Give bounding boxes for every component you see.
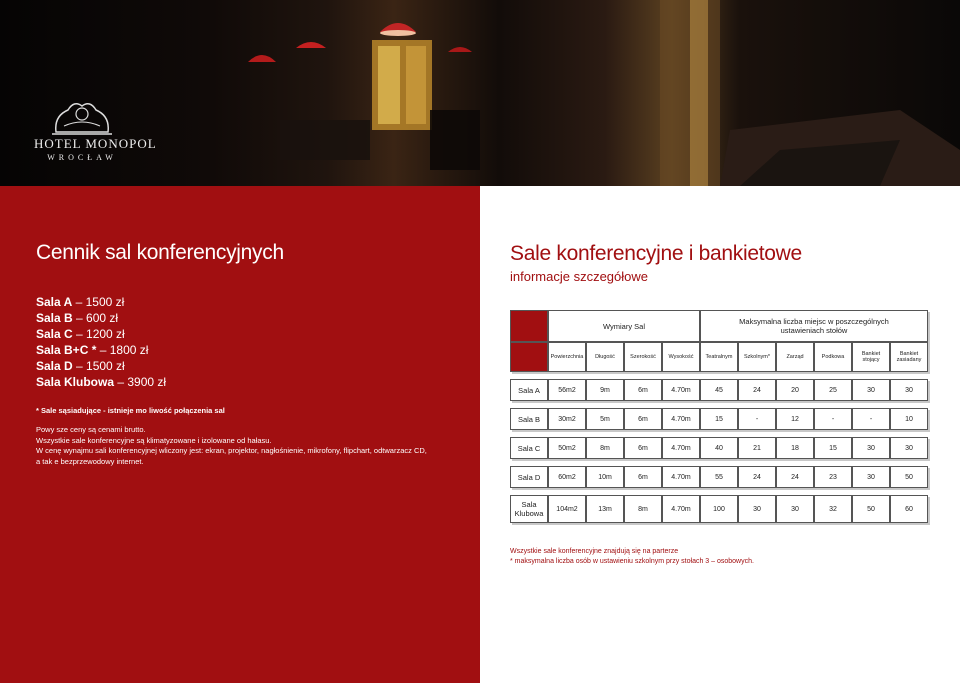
table-cell: -: [738, 408, 776, 430]
table-cell: 24: [738, 379, 776, 401]
table-cell: 30: [738, 495, 776, 523]
table-cell: 56m2: [548, 379, 586, 401]
table-cell: -: [852, 408, 890, 430]
table-cell: 40: [700, 437, 738, 459]
table-cell: 13m: [586, 495, 624, 523]
column-header: Szkolnym*: [738, 342, 776, 372]
price-notes: [36, 425, 446, 467]
table-cell: 30: [890, 379, 928, 401]
price-item: Sala A – 1500 zł: [36, 295, 125, 309]
price-item: Sala B – 600 zł: [36, 311, 119, 325]
table-cell: 6m: [624, 466, 662, 488]
table-cell: 6m: [624, 379, 662, 401]
price-list: [36, 294, 166, 390]
column-header: Szerokość: [624, 342, 662, 372]
table-cell: 6m: [624, 437, 662, 459]
table-cell: 25: [814, 379, 852, 401]
table-cell: 60m2: [548, 466, 586, 488]
table-cell: 30: [890, 437, 928, 459]
table-cell: 4.70m: [662, 379, 700, 401]
rooms-title: Sale konferencyjne i bankietowe: [510, 242, 802, 265]
table-row: [510, 408, 928, 430]
table-cell: 45: [700, 379, 738, 401]
table-row: [510, 466, 928, 488]
table-cell: 24: [738, 466, 776, 488]
room-name: Sala C: [510, 437, 548, 459]
table-cell: 10m: [586, 466, 624, 488]
table-cell: 50m2: [548, 437, 586, 459]
column-header: Podkowa: [814, 342, 852, 372]
footnote-line: * maksymalna liczba osób w ustawieniu szkolnym przy stołach 3 – osobowych.: [510, 558, 754, 565]
capacity-header: Maksymalna liczba miejsc w poszczególnych ustawieniach stołów: [700, 310, 928, 342]
column-header: Długość: [586, 342, 624, 372]
footnote-line: Wszystkie sale konferencyjne znajdują się na parterze: [510, 548, 679, 555]
table-cell: 5m: [586, 408, 624, 430]
price-item: Sala Klubowa – 3900 zł: [36, 375, 167, 389]
note-line: Wszystkie sale konferencyjne są klimatyzowane i izolowane od hałasu.: [36, 435, 272, 445]
column-header: Zarząd: [776, 342, 814, 372]
table-row: [510, 437, 928, 459]
column-header: Bankiet stojący: [852, 342, 890, 372]
restaurant-interior-image: [0, 0, 960, 186]
column-header: Bankiet zasiadany: [890, 342, 928, 372]
table-cell: 55: [700, 466, 738, 488]
table-cell: 8m: [586, 437, 624, 459]
table-cell: 50: [890, 466, 928, 488]
table-cell: 100: [700, 495, 738, 523]
price-item: Sala D – 1500 zł: [36, 359, 125, 373]
table-footnotes: [510, 547, 754, 567]
room-name: Sala Klubowa: [510, 495, 548, 523]
table-cell: 20: [776, 379, 814, 401]
hotel-monopol-logo: [34, 96, 157, 168]
table-cell: 30: [852, 437, 890, 459]
hero-photo: [0, 0, 960, 186]
table-cell: 15: [814, 437, 852, 459]
table-cell: -: [814, 408, 852, 430]
table-cell: 21: [738, 437, 776, 459]
header-corner: [510, 342, 548, 372]
crown-emblem-icon: [34, 96, 130, 136]
table-cell: 60: [890, 495, 928, 523]
price-panel: [0, 186, 480, 683]
room-name: Sala B: [510, 408, 548, 430]
table-cell: 50: [852, 495, 890, 523]
column-header: Teatralnym: [700, 342, 738, 372]
column-header: Wysokość: [662, 342, 700, 372]
rooms-table: [510, 310, 928, 523]
table-cell: 18: [776, 437, 814, 459]
logo-city: WROCŁAW: [47, 153, 117, 162]
note-line: a tak e bezprzewodowy internet.: [36, 456, 144, 466]
price-item: Sala C – 1200 zł: [36, 327, 125, 341]
table-cell: 32: [814, 495, 852, 523]
column-header: Powierzchnia: [548, 342, 586, 372]
table-cell: 4.70m: [662, 437, 700, 459]
table-cell: 6m: [624, 408, 662, 430]
header-corner: [510, 310, 548, 342]
table-cell: 104m2: [548, 495, 586, 523]
rooms-subtitle: informacje szczegółowe: [510, 269, 649, 284]
table-cell: 30: [852, 379, 890, 401]
table-row: [510, 495, 928, 523]
table-cell: 9m: [586, 379, 624, 401]
price-item: Sala B+C * – 1800 zł: [36, 343, 149, 357]
price-title: Cennik sal konferencyjnych: [36, 241, 284, 264]
table-cell: 30m2: [548, 408, 586, 430]
table-cell: 10: [890, 408, 928, 430]
table-cell: 8m: [624, 495, 662, 523]
adjacent-rooms-note: * Sale sąsiadujące - istnieje mo liwość połączenia sal: [36, 406, 225, 415]
table-cell: 15: [700, 408, 738, 430]
logo-name: HOTEL MONOPOL: [34, 136, 157, 151]
table-cell: 23: [814, 466, 852, 488]
note-line: Powy sze ceny są cenami brutto.: [36, 425, 146, 434]
table-cell: 4.70m: [662, 408, 700, 430]
table-cell: 12: [776, 408, 814, 430]
note-line: W cenę wynajmu sali konferencyjnej wliczony jest: ekran, projektor, nagłośnienie, mikrofony, flipchart, odtwarzacz CD,: [36, 446, 427, 455]
dimensions-header: Wymiary Sal: [548, 310, 700, 342]
table-cell: 4.70m: [662, 466, 700, 488]
table-cell: 4.70m: [662, 495, 700, 523]
room-name: Sala D: [510, 466, 548, 488]
room-name: Sala A: [510, 379, 548, 401]
table-cell: 30: [852, 466, 890, 488]
table-row: [510, 379, 928, 401]
table-cell: 24: [776, 466, 814, 488]
table-cell: 30: [776, 495, 814, 523]
